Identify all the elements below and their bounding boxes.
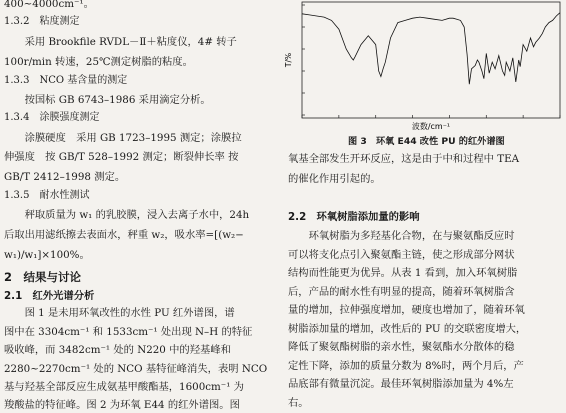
text-line: 结构而性能更为优异。从表 1 看到，加入环氧树脂 <box>288 267 518 279</box>
text-line: 环氧树脂为多羟基化合物，在与聚氨酯反应时 <box>288 230 515 242</box>
text-line: 2280~2270cm⁻¹ 处的 NCO 基特征峰消失，表明 NCO <box>4 363 268 375</box>
text-line: 右。 <box>288 397 309 409</box>
ir-spectrum-chart <box>284 0 566 132</box>
text-line: 品底部有微量沉淀。最佳环氧树脂添加量为 4%左 <box>288 378 514 390</box>
text-line: 羧酸盐的特征峰。图 2 为环氧 E44 的红外谱图。图 <box>4 399 240 411</box>
section-heading-1-3-2: 1.3.2 粘度测定 <box>4 16 80 27</box>
section-heading-2-1: 2.1 红外光谱分析 <box>4 290 95 302</box>
text-line: 吸收峰，而 3482cm⁻¹ 处的 N220 中的羟基峰和 <box>4 344 231 356</box>
text-line: GB/T 2412–1998 测定。 <box>4 171 126 183</box>
section-heading-1-3-4: 1.3.4 涂膜强度测定 <box>4 112 100 123</box>
y-axis-label: T/% <box>284 52 293 68</box>
text-line: 按国标 GB 6743–1986 采用滴定分析。 <box>4 94 211 106</box>
section-heading-2: 2 结果与讨论 <box>4 270 82 284</box>
text-line: 400~4000cm⁻¹。 <box>4 0 94 10</box>
text-line: 涂膜硬度 采用 GB 1723–1995 测定；涂膜拉 <box>4 132 242 144</box>
figure-caption: 图 3 环氧 E44 改性 PU 的红外谱图 <box>348 136 505 147</box>
text-line: w₁)/w₁]×100%。 <box>4 249 90 261</box>
text-line: 定性下降，添加的质量分数为 8%时，两个月后，产 <box>288 360 524 372</box>
text-line: 图中在 3304cm⁻¹ 和 1533cm⁻¹ 处出现 N–H 的特征 <box>4 326 253 338</box>
text-line: 基与羟基全部反应生成氨基甲酸酯基，1600cm⁻¹ 为 <box>4 381 244 393</box>
text-line: 后，产品的耐水性有明显的提高，随着环氧树脂含 <box>288 286 515 298</box>
text-line: 降低了聚氨酯树脂的亲水性，聚氨酯水分散体的稳 <box>288 341 515 353</box>
text-line: 100r/min 转速，25℃测定树脂的粘度。 <box>4 56 193 68</box>
text-line: 氧基全部发生开环反应，这是由于中和过程中 TEA <box>288 153 520 165</box>
text-line: 伸强度 按 GB/T 528–1992 测定；断裂伸长率 按 <box>4 151 239 163</box>
text-line: 后取出用滤纸擦去表面水，秤重 w₂，吸水率=[(w₂− <box>4 229 244 241</box>
text-line: 树脂添加量的增加，改性后的 PU 的交联密度增大， <box>288 323 527 335</box>
text-line: 采用 Brookfile RVDL－Ⅱ＋粘度仪，4# 转子 <box>4 36 237 48</box>
section-heading-1-3-5: 1.3.5 耐水性测试 <box>4 190 90 201</box>
text-line: 可以将支化点引入聚氨酯主链，使之形成部分网状 <box>288 249 515 261</box>
section-heading-1-3-3: 1.3.3 NCO 基含量的测定 <box>4 75 128 86</box>
text-line: 图 1 是未用环氧改性的水性 PU 红外谱图，谱 <box>4 307 235 319</box>
text-line: 秤取质量为 w₁ 的乳胶膜，浸入去离子水中，24h <box>4 209 250 221</box>
section-heading-2-2: 2.2 环氧树脂添加量的影响 <box>288 211 420 223</box>
x-axis-label: 波数/cm⁻¹ <box>411 122 451 131</box>
text-line: 的催化作用引起的。 <box>288 173 381 185</box>
ir-spectrum-figure <box>284 0 566 150</box>
text-line: 量的增加，拉伸强度增加，硬度也增加了，随着环氧 <box>288 304 525 316</box>
spectrum-line <box>302 13 560 85</box>
